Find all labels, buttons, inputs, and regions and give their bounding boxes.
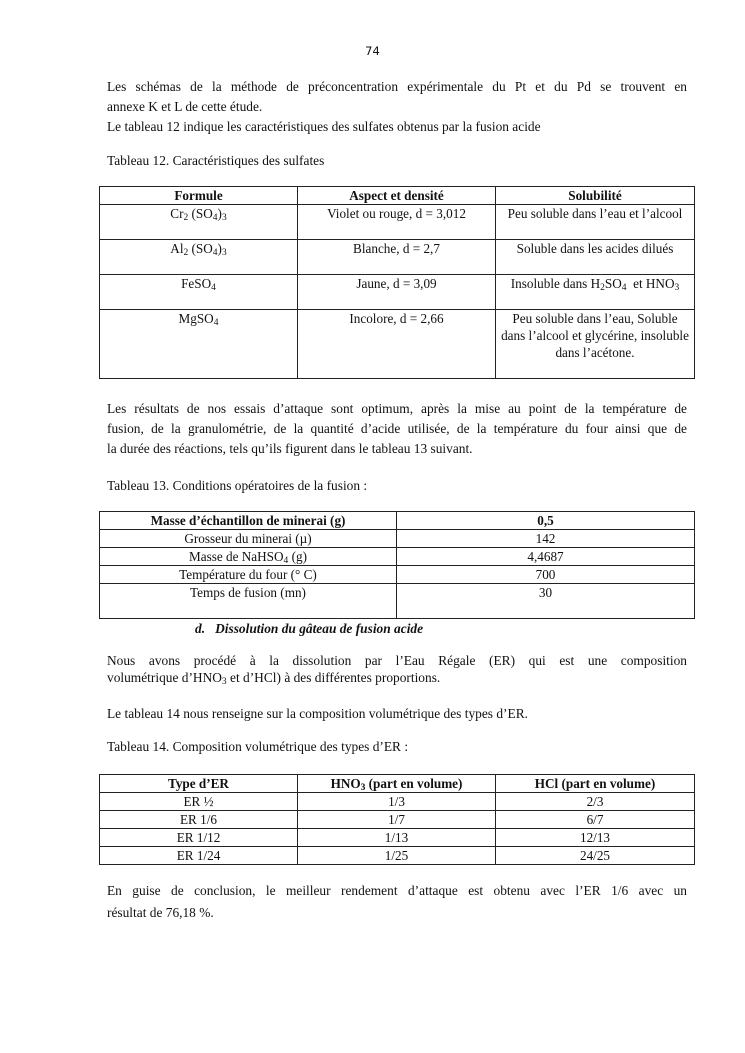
hno3-cell: 1/7 — [298, 811, 496, 829]
value-cell: 142 — [397, 530, 695, 548]
hcl-cell: 12/13 — [496, 829, 695, 847]
section-d-heading — [195, 619, 423, 639]
table-row — [100, 811, 695, 829]
dissolution-line-2: volumétrique $d’HNO_3$ et d’HCl) à des différentes proportions. — [107, 670, 441, 687]
table-14-header-row — [100, 775, 695, 793]
intro-line-1: Les schémas de la méthode de préconcentration expérimentale du Pt et du Pd se trouvent en — [107, 79, 687, 94]
header-solubilite: Solubilité — [496, 187, 695, 205]
results-line-2: fusion, de la granulométrie, de la quantité d’acide utilisée, de la température du four ainsi que de — [107, 421, 687, 436]
value-cell: 4,4687 — [397, 548, 695, 566]
table-row — [100, 566, 695, 584]
results-line-3: la durée des réactions, tels qu’ils figurent dans le tableau 13 suivant. — [107, 441, 473, 456]
table-12 — [99, 186, 695, 379]
aspect-cell: Violet ou rouge, d = 3,012 — [298, 205, 496, 240]
hno3-cell: 1/3 — [298, 793, 496, 811]
type-cell: ER ½ — [100, 793, 298, 811]
table-row — [100, 793, 695, 811]
aspect-cell: Incolore, d = 2,66 — [298, 310, 496, 379]
formula-cell: $Cr_2$ $(SO_4)_3$ — [100, 205, 298, 240]
table-row — [100, 240, 695, 275]
hcl-cell: 2/3 — [496, 793, 695, 811]
table-14-caption: Tableau 14. Composition volumétrique des types d’ER : — [107, 739, 409, 754]
table-13 — [99, 511, 695, 619]
hcl-cell: 6/7 — [496, 811, 695, 829]
solubility-cell: Peu soluble dans l’eau, Soluble dans l’alcool et glycérine, insoluble dans l’acétone. — [496, 310, 695, 379]
formula-cell: MgSO$_4$ — [100, 310, 298, 379]
header-type: Type d’ER — [100, 775, 298, 793]
results-line-1: Les résultats de nos essais d’attaque sont optimum, après la mise au point de la température de — [107, 401, 687, 416]
aspect-cell: Blanche, d = 2,7 — [298, 240, 496, 275]
table-row — [100, 829, 695, 847]
type-cell: ER 1/6 — [100, 811, 298, 829]
section-d-title: Dissolution du gâteau de fusion acide — [215, 621, 424, 636]
table-row — [100, 847, 695, 865]
intro-paragraph — [107, 77, 687, 137]
dissolution-paragraph — [107, 652, 687, 686]
header-hcl: HCl (part en volume) — [496, 775, 695, 793]
conclusion-line-1: En guise de conclusion, le meilleur rendement d’attaque est obtenu avec l’ER 1/6 avec un — [107, 883, 687, 898]
intro-line-2: annexe K et L de cette étude. — [107, 99, 263, 114]
solubility-cell: Soluble dans les acides dilués — [496, 240, 695, 275]
label-cell: Temps de fusion (mn) — [100, 584, 397, 619]
value-cell: 700 — [397, 566, 695, 584]
dissolution-line-1: Nous avons procédé à la dissolution par l’Eau Régale (ER) qui est une composition — [107, 653, 687, 668]
type-cell: ER 1/12 — [100, 829, 298, 847]
value-cell: 30 — [397, 584, 695, 619]
table-row — [100, 530, 695, 548]
page-number: 74 — [365, 44, 380, 58]
conclusion-line-2: résultat de 76,18 %. — [107, 905, 214, 920]
table-row — [100, 584, 695, 619]
table-12-header-row — [100, 187, 695, 205]
label-cell: Grosseur du minerai (µ) — [100, 530, 397, 548]
solubility-cell: Peu soluble dans l’eau et l’alcool — [496, 205, 695, 240]
results-paragraph — [107, 399, 687, 459]
intro-line-3: Le tableau 12 indique les caractéristiques des sulfates obtenus par la fusion acide — [107, 119, 541, 134]
table-13-header-row — [100, 512, 695, 530]
label-cell: Température du four (° C) — [100, 566, 397, 584]
header-aspect: Aspect et densité — [298, 187, 496, 205]
header-masse: Masse d’échantillon de minerai (g) — [100, 512, 397, 530]
solubility-cell: Insoluble dans $H_2SO_4$ et $HNO_3$ — [496, 275, 695, 310]
table-13-caption: Tableau 13. Conditions opératoires de la fusion : — [107, 478, 368, 493]
label-cell: Masse de NaHSO$_4$ (g) — [100, 548, 397, 566]
table-row — [100, 548, 695, 566]
table-row — [100, 275, 695, 310]
header-hno3: $HNO_3$ (part en volume) — [298, 775, 496, 793]
aspect-cell: Jaune, d = 3,09 — [298, 275, 496, 310]
type-cell: ER 1/24 — [100, 847, 298, 865]
table-12-caption: Tableau 12. Caractéristiques des sulfates — [107, 153, 325, 168]
hcl-cell: 24/25 — [496, 847, 695, 865]
header-formule: Formule — [100, 187, 298, 205]
table-row — [100, 310, 695, 379]
table-row — [100, 205, 695, 240]
table-14 — [99, 774, 695, 865]
formula-cell: $Al_2$ $(SO_4)_3$ — [100, 240, 298, 275]
section-d-letter: d. — [195, 621, 206, 636]
hno3-cell: 1/25 — [298, 847, 496, 865]
conclusion-paragraph — [107, 880, 687, 924]
table-14-intro: Le tableau 14 nous renseigne sur la composition volumétrique des types d’ER. — [107, 706, 528, 721]
formula-cell: FeSO$_4$ — [100, 275, 298, 310]
hno3-cell: 1/13 — [298, 829, 496, 847]
header-value: 0,5 — [397, 512, 695, 530]
